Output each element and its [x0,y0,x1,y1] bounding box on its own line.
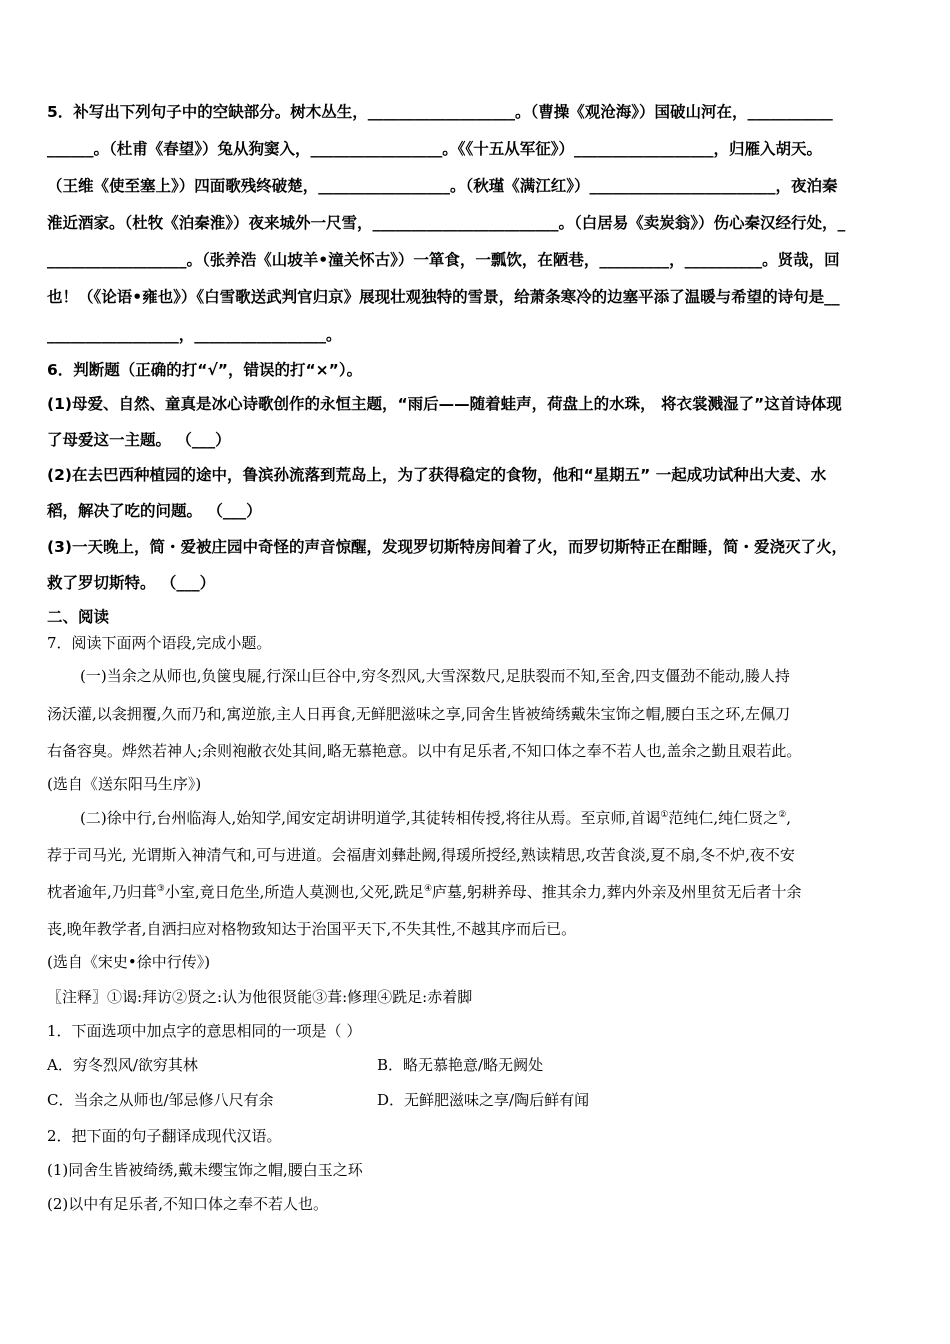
passage1-line-2: 汤沃灌,以衾拥覆,久而乃和,寓逆旅,主人日再食,无鲜肥滋味之享,同舍生皆被绮绣戴朱宝饰之帽,腰白玉之环,左佩刀 [47,705,791,723]
footnote-mark-4: ④ [423,884,433,894]
option-a: A．穷冬烈风/欲穷其林 [47,1056,198,1074]
subq2-item-2: (2)以中有足乐者,不知口体之奉不若人也。 [47,1195,329,1213]
option-c: C．当余之从师也/邹忌修八尺有余 [47,1091,274,1109]
option-d: D．无鲜肥滋味之享/陶后鲜有闻 [377,1091,590,1109]
q7-intro: 7．阅读下面两个语段,完成小题。 [47,634,272,652]
section-heading: 二、阅读 [47,608,110,626]
passage2-source: (选自《宋史•徐中行传》) [47,953,211,971]
subq2-question: 2．把下面的句子翻译成现代汉语。 [47,1127,282,1145]
q5-line-7: _________________，_________________。 [47,326,342,344]
passage2-line-2: 荐于司马光, 光谓斯入神清气和,可与进道。会福唐刘彝赴阙,得瑗所授经,熟读精思,攻苦食淡,夏不扇,冬不炉,夜不安 [47,846,795,864]
q5-line-1: 5．补写出下列句子中的空缺部分。树木丛生，___________________。（曹操《观沧海》）国破山河在，___________ [47,103,833,121]
passage2-line-1: (二)徐中行,台州临海人,始知学,闻安定胡讲明道学,其徒转相传授,将往从焉。至京师,首谒①范纯仁,纯仁贤之②, [80,809,792,827]
footnote-mark-1: ① [660,810,669,820]
footnote-mark-3: ③ [156,884,165,894]
passage1-line-3: 右备容臭。烨然若神人;余则袍敝衣处其间,略无慕艳意。以中有足乐者,不知口体之奉不若人也,盖余之勤且艰若此。 [47,742,802,760]
q6-item-2-line-1: (2)在去巴西种植园的途中，鲁滨孙流落到荒岛上，为了获得稳定的食物，他和“星期五” 一起成功试种出大麦、水 [47,466,827,484]
q6-item-2-line-2: 稻，解决了吃的问题。 （___） [47,502,262,520]
subq2-item-1: (1)同舍生皆被绮绣,戴未缨宝饰之帽,腰白玉之环 [47,1161,363,1179]
q6-item-3-line-2: 救了罗切斯特。 （___） [47,574,216,592]
q5-line-2: ______。（杜甫《春望》）兔从狗窦入，_________________。《《十五从军征》）__________________，归雁入胡天。 [47,140,823,158]
q5-line-5: __________________。（张养浩《山坡羊•潼关怀古》）一箪食，一瓢饮，在陋巷，_________，__________。贤哉，回 [47,251,840,269]
passage1-line-1: (一)当余之从师也,负箧曳屣,行深山巨谷中,穷冬烈风,大雪深数尺,足肤裂而不知,至舍,四支僵劲不能动,媵人持 [80,667,790,685]
subq1-question: 1．下面选项中加点字的意思相同的一项是（ ） [47,1022,362,1040]
option-b: B．略无慕艳意/略无阙处 [377,1056,544,1074]
passage1-source: (选自《送东阳马生序》) [47,775,202,793]
q6-item-1-line-1: (1)母爱、自然、童真是冰心诗歌创作的永恒主题，“雨后——随着蛙声，荷盘上的水珠， 将衣裳溅湿了”这首诗体现 [47,395,842,413]
q5-line-3: （王维《使至塞上》）四面歌残终破楚，_________________。（秋瑾《满江红》）________________________，夜泊秦 [47,177,838,195]
q6-title: 6．判断题（正确的打“√”，错误的打“×”）。 [47,361,363,379]
annotation-notes: 〖注释〗①谒:拜访②贤之:认为他很贤能③葺:修理④跣足:赤着脚 [47,988,473,1006]
q5-line-4: 淮近酒家。（杜牧《泊秦淮》）夜来城外一尺雪，________________________。（白居易《卖炭翁》）伤心秦汉经行处，_ [47,214,846,232]
q5-line-6: 也！（《论语•雍也》）《白雪歌送武判官归京》展现壮观独特的雪景，给萧条寒冷的边塞平添了温暖与希望的诗句是__ [47,288,840,306]
q6-item-3-line-1: (3)一天晚上，简・爱被庄园中奇怪的声音惊醒，发现罗切斯特房间着了火，而罗切斯特正在酣睡，简・爱浇灭了火， [47,538,847,556]
passage2-line-3: 枕者逾年,乃归葺③小室,竟日危坐,所造人莫测也,父死,跣足④庐墓,躬耕养母、推其余力,葬内外亲及州里贫无后者十余 [47,883,802,901]
q6-item-1-line-2: 了母爱这一主题。 （___） [47,431,231,449]
footnote-mark-2: ② [778,810,787,820]
passage2-line-4: 丧,晚年教学者,自洒扫应对格物致知达于治国平天下,不失其性,不越其序而后已。 [47,920,577,938]
